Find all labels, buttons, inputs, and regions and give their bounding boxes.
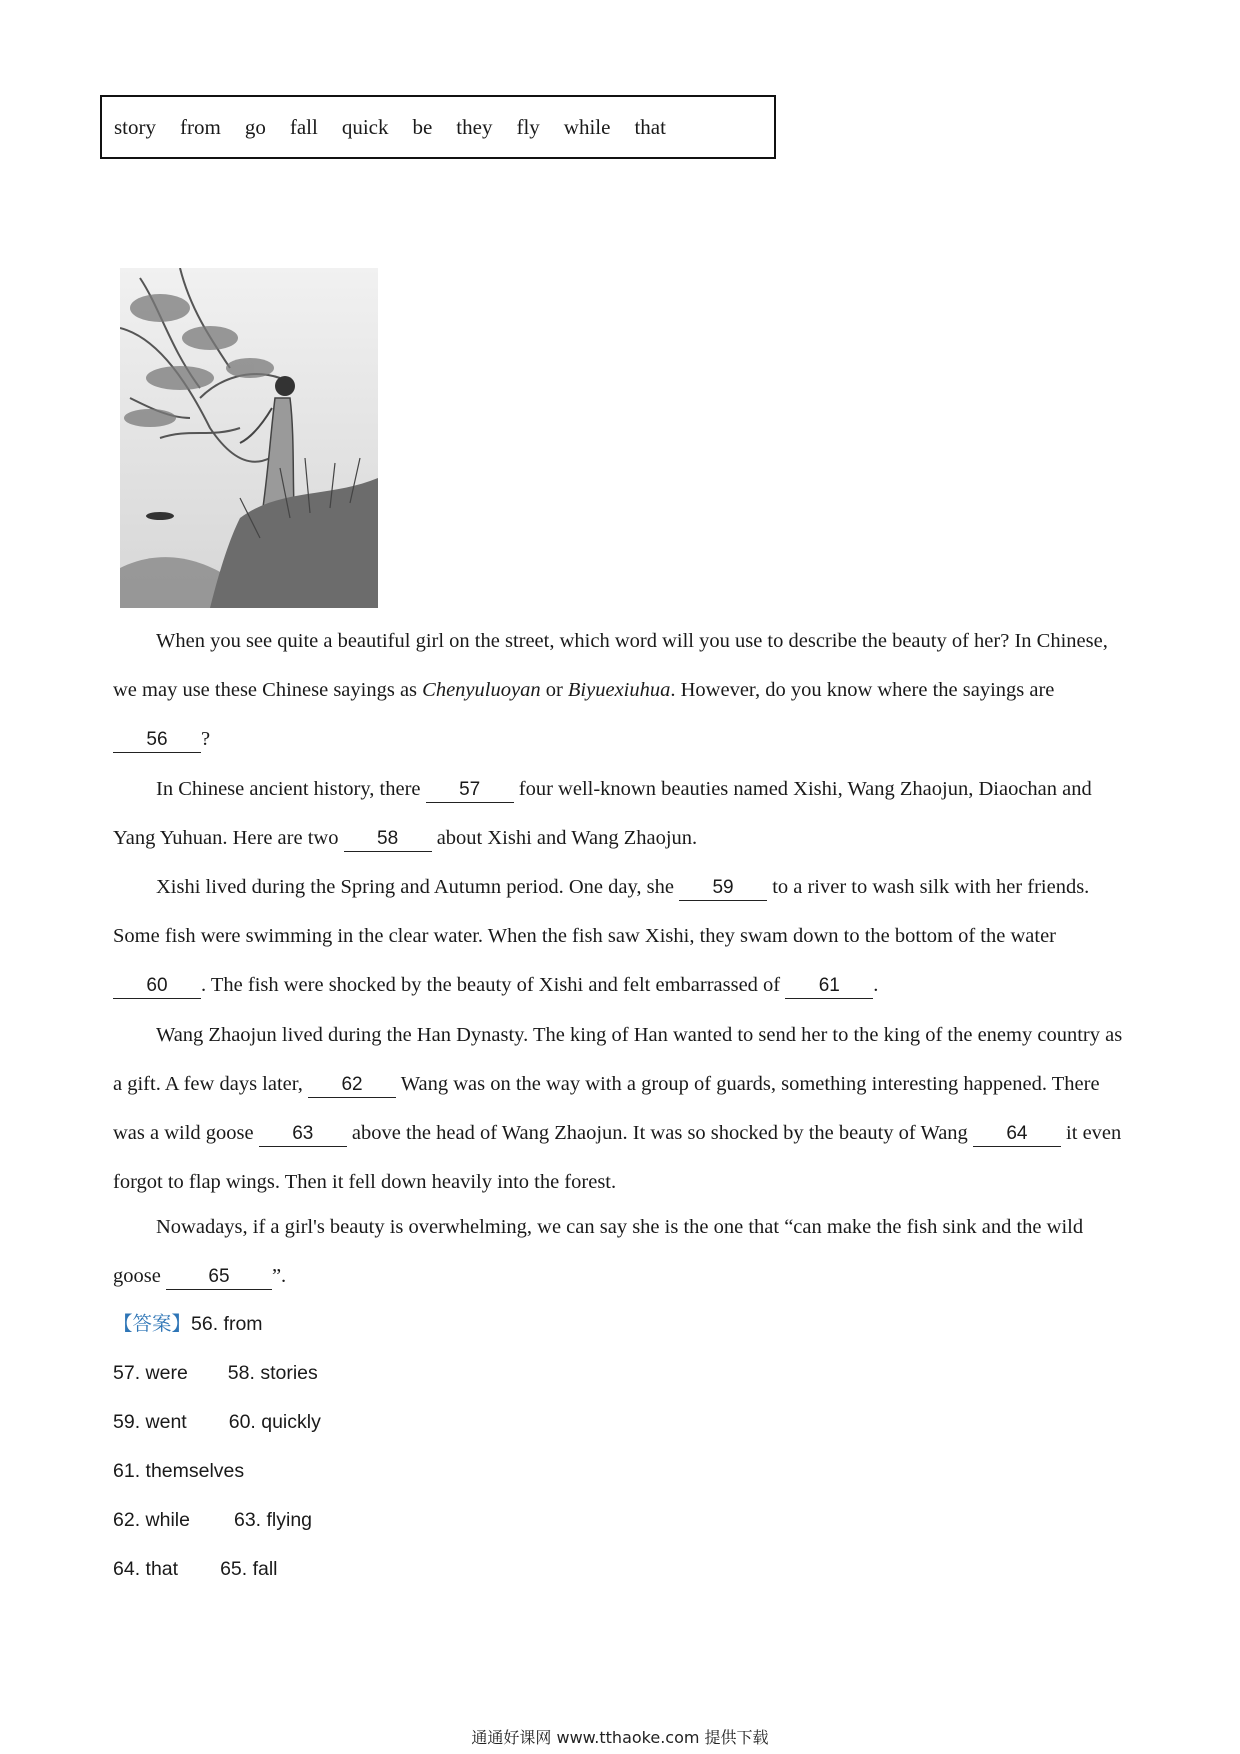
answer-item: 63. flying [233,1509,313,1531]
answer-item: 64. that [113,1558,179,1580]
blank-57[interactable]: 57 [426,778,514,803]
italic-term: Biyuexiuhua [567,679,671,701]
word-bank-box [100,95,776,159]
text: Xishi lived during the Spring and Autumn period. One day, she [156,876,680,898]
answer-row [113,1300,321,1349]
word-bank-item: fly [516,114,540,139]
paragraph-1 [113,617,1133,764]
blank-61[interactable]: 61 [785,974,873,999]
text: . [873,974,879,996]
text: Nowadays, if a girl's beauty is overwhelming, we can say she is the one that “can make the fish sink and the wild goose [113,1216,1084,1287]
blank-64[interactable]: 64 [973,1122,1061,1147]
word-bank-item: fall [289,114,318,139]
word-bank-item: quick [341,114,389,139]
blank-62[interactable]: 62 [308,1073,396,1098]
answer-item: 57. were [113,1362,188,1384]
answer-item: 62. while [113,1509,190,1531]
italic-term: Chenyuluoyan [422,679,541,701]
text: In Chinese ancient history, there [156,778,426,800]
word-bank-item: while [563,114,611,139]
answer-row [113,1398,321,1447]
text: . The fish were shocked by the beauty of Xishi and felt embarrassed of [201,974,786,996]
word-bank-item: they [456,114,493,139]
answer-section [113,1300,321,1594]
text: ”. [271,1265,287,1287]
blank-59[interactable]: 59 [679,876,767,901]
word-bank-item: that [634,114,666,139]
answer-row [113,1349,321,1398]
text: . However, do you know where the sayings are [670,679,1055,701]
paragraph-5 [113,1203,1133,1301]
answer-item: 56. from [191,1313,263,1335]
text: it even forgot to flap wings. Then it fell down heavily into the forest. [113,1122,1122,1193]
blank-56[interactable]: 56 [113,728,201,753]
answer-item: 61. themselves [113,1460,245,1482]
answer-item: 65. fall [220,1558,278,1580]
word-bank-item: go [244,114,266,139]
text: above the head of Wang Zhaojun. It was so shocked by the beauty of Wang [346,1122,973,1144]
blank-58[interactable]: 58 [344,827,432,852]
answer-item: 60. quickly [228,1411,321,1433]
text: four well-known beauties named Xishi, Wang Zhaojun, Diaochan and Yang Yuhuan. Here are two [113,778,1092,849]
ink-painting-illustration [120,268,378,608]
text: or [540,679,568,701]
page-footer: 通通好课网 www.tthaoke.com 提供下载 [471,1728,769,1747]
answer-row [113,1545,321,1594]
blank-65[interactable]: 65 [166,1265,272,1290]
answer-item: 58. stories [227,1362,318,1384]
text: When you see quite a beautiful girl on the street, which word will you use to describe the beauty of her? In Chinese, we may use these Chinese sayings as [113,630,1108,701]
blank-63[interactable]: 63 [259,1122,347,1147]
answer-tag: 【答案】 [113,1313,192,1335]
word-bank-item: be [412,114,433,139]
answer-row [113,1496,321,1545]
text: ? [201,728,211,750]
paragraph-4 [113,1011,1133,1207]
blank-60[interactable]: 60 [113,974,201,999]
word-bank-item: story [114,114,156,139]
answer-row [113,1447,321,1496]
paragraph-3 [113,863,1133,1010]
text: Wang Zhaojun lived during the Han Dynasty. The king of Han wanted to send her to the king of the enemy country as a gift. A few days later, [113,1024,1123,1095]
text: to a river to wash silk with her friends. Some fish were swimming in the clear water. When the fish saw Xishi, they swam down to the bottom of the water [113,876,1090,947]
text: about Xishi and Wang Zhaojun. [431,827,698,849]
answer-item: 59. went [113,1411,187,1433]
word-bank-item: from [180,114,221,139]
paragraph-2 [113,765,1133,863]
text: Wang was on the way with a group of guards, something interesting happened. There was a wild goose [113,1073,1100,1144]
